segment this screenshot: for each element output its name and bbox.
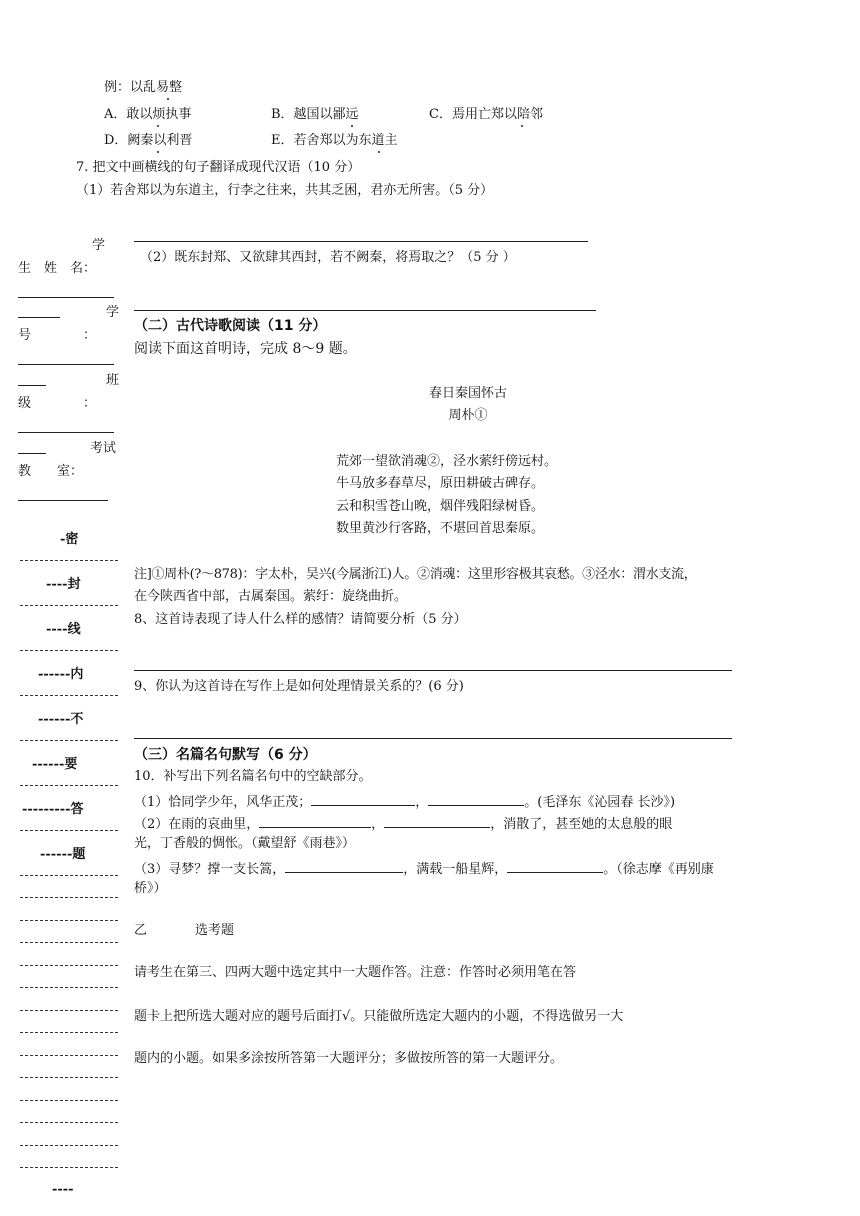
seal-dash	[20, 1077, 118, 1078]
q9-text: 9、你认为这首诗在写作上是如何处理情景关系的？(6 分)	[134, 679, 464, 694]
q10-s3	[134, 859, 714, 878]
emphasis-dot	[521, 125, 523, 127]
emphasis-dot	[167, 98, 169, 100]
q10-s2-cont: 光，丁香般的惆怅。（戴望舒《雨巷》）	[134, 836, 356, 851]
q10-s1-b: ，	[415, 795, 429, 810]
seal-char-xian: ----线	[46, 622, 81, 637]
seal-dash	[20, 942, 118, 943]
seal-dash	[20, 1032, 118, 1033]
seal-dash	[20, 920, 118, 921]
seal-dash	[20, 695, 118, 696]
seal-char-yao: ------要	[32, 757, 78, 772]
room-label-2: 教 室：	[18, 464, 84, 479]
fill-blank[interactable]	[428, 792, 524, 806]
seal-dash	[20, 897, 118, 898]
seal-dash	[20, 1122, 118, 1123]
seal-dash	[20, 560, 118, 561]
name-field-tail	[18, 317, 60, 318]
class-label-2: 级 ：	[18, 396, 97, 411]
q7-title: 7. 把文中画横线的句子翻译成现代汉语（10 分）	[76, 160, 361, 175]
seal-dash	[20, 785, 118, 786]
fill-blank[interactable]	[259, 814, 371, 828]
seal-char-nei: ------内	[38, 667, 84, 682]
poem-line-1: 荒郊一望欲消魂②，泾水萦纡傍远村。	[336, 454, 558, 469]
id-label-2: 号 ：	[18, 328, 97, 343]
q6-option-b: B．越国以鄙远	[271, 107, 359, 122]
class-label-1: 班	[106, 373, 120, 388]
q6-option-e: E．若舍郑以为东道主	[271, 133, 398, 148]
seal-dash	[20, 650, 118, 651]
answer-line[interactable]	[134, 670, 732, 671]
q10-s1-c: 。(毛泽东《沁园春 长沙》)	[524, 795, 676, 810]
fill-blank[interactable]	[384, 814, 490, 828]
poem-note-2: 在今陕西省中部，古属秦国。萦纡：旋绕曲折。	[134, 589, 408, 604]
name-label-1: 学	[92, 238, 106, 253]
partB-title: 选考题	[195, 923, 235, 938]
partB-line-1: 请考生在第三、四两大题中选定其中一大题作答。注意：作答时必须用笔在答	[134, 965, 577, 980]
poem-note-1: 注]①周朴(?～878)：字太朴，吴兴(今属浙江)人。②消魂：这里形容极其哀愁。③泾水：渭水支流，	[134, 567, 697, 582]
q6-example: 例：以乱易整	[104, 80, 183, 95]
q10-s2	[134, 814, 672, 833]
class-field[interactable]	[18, 432, 114, 433]
fill-blank[interactable]	[311, 792, 415, 806]
id-field[interactable]	[18, 364, 114, 365]
answer-line[interactable]	[134, 241, 588, 242]
q10-s2-c: ，消散了，甚至她的太息般的眼	[490, 817, 673, 832]
seal-dash	[20, 1145, 118, 1146]
q6-option-c: C．焉用亡郑以陪邻	[429, 107, 543, 122]
partB-line-2: 题卡上把所选大题对应的题号后面打√。只能做所选定大题内的小题，不得选做另一大	[134, 1009, 624, 1024]
name-label-2: 生 姓 名：	[18, 261, 97, 276]
q10-s3-b: ，满载一船星辉，	[403, 862, 508, 877]
seal-char-ti: ------题	[40, 847, 86, 862]
poem-line-2: 牛马放多春草尽，原田耕破古碑存。	[336, 476, 545, 491]
answer-line[interactable]	[134, 310, 596, 311]
seal-char-da: ---------答	[22, 802, 84, 817]
poem-author: 周朴①	[448, 408, 488, 423]
q6-option-d: D．阙秦以利晋	[104, 133, 193, 148]
q7-sub1: （1）若舍郑以为东道主，行李之往来，共其乏困，君亦无所害。（5 分）	[76, 183, 494, 198]
q10-s3-a: （3）寻梦？撑一支长篙，	[134, 862, 286, 877]
room-field[interactable]	[18, 500, 108, 501]
seal-dash	[20, 1167, 118, 1168]
section3-heading: （三）名篇名句默写（6 分）	[134, 747, 317, 763]
q8-text: 8、这首诗表现了诗人什么样的感情？请简要分析（5 分）	[134, 612, 467, 627]
q10-s3-cont: 桥》）	[134, 881, 167, 896]
seal-dash	[20, 1055, 118, 1056]
q10-s3-c: 。（徐志摩《再别康	[603, 862, 714, 877]
q10-text: 10．补写出下列名篇名句中的空缺部分。	[134, 769, 372, 784]
seal-char-bu: ------不	[38, 712, 84, 727]
seal-dash	[20, 605, 118, 606]
poem-line-3: 云和积雪苍山晚，烟伴残阳绿树昏。	[336, 499, 545, 514]
emphasis-dot	[157, 151, 159, 153]
seal-tail: ----	[52, 1182, 74, 1197]
q10-s1-a: （1）恰同学少年，风华正茂；	[134, 795, 312, 810]
name-field[interactable]	[18, 297, 114, 298]
partB-line-3: 题内的小题。如果多涂按所答第一大题评分；多做按所答的第一大题评分。	[134, 1051, 564, 1066]
emphasis-dot	[378, 151, 380, 153]
seal-dash	[20, 740, 118, 741]
room-label-1: 考试	[90, 441, 117, 456]
fill-blank[interactable]	[285, 859, 403, 873]
seal-char-mi: -密	[60, 532, 79, 547]
fill-blank[interactable]	[507, 859, 603, 873]
class-field-tail	[18, 453, 46, 454]
seal-char-feng: ----封	[46, 577, 81, 592]
poem-line-4: 数里黄沙行客路，不堪回首思秦原。	[336, 521, 545, 536]
q10-s1	[134, 792, 675, 811]
emphasis-dot	[351, 125, 353, 127]
section2-intro: 阅读下面这首明诗，完成 8～9 题。	[134, 341, 357, 357]
q10-s2-b: ，	[371, 817, 385, 832]
q10-s2-a: （2）在雨的哀曲里，	[134, 817, 260, 832]
emphasis-dot	[157, 125, 159, 127]
q7-sub2: （2）既东封郑、又欲肆其西封，若不阙秦，将焉取之？（5 分 ）	[140, 250, 516, 265]
seal-dash	[20, 1100, 118, 1101]
seal-dash	[20, 965, 118, 966]
q6-option-a: A．敢以烦执事	[104, 107, 192, 122]
section2-heading: （二）古代诗歌阅读（11 分）	[134, 318, 327, 334]
seal-dash	[20, 875, 118, 876]
id-label-1: 学	[106, 305, 120, 320]
answer-line[interactable]	[134, 738, 732, 739]
seal-dash	[20, 1010, 118, 1011]
poem-title: 春日秦国怀古	[428, 386, 507, 401]
partB-label: 乙	[134, 923, 148, 938]
seal-dash	[20, 987, 118, 988]
id-field-tail	[18, 385, 46, 386]
seal-dash	[20, 830, 118, 831]
